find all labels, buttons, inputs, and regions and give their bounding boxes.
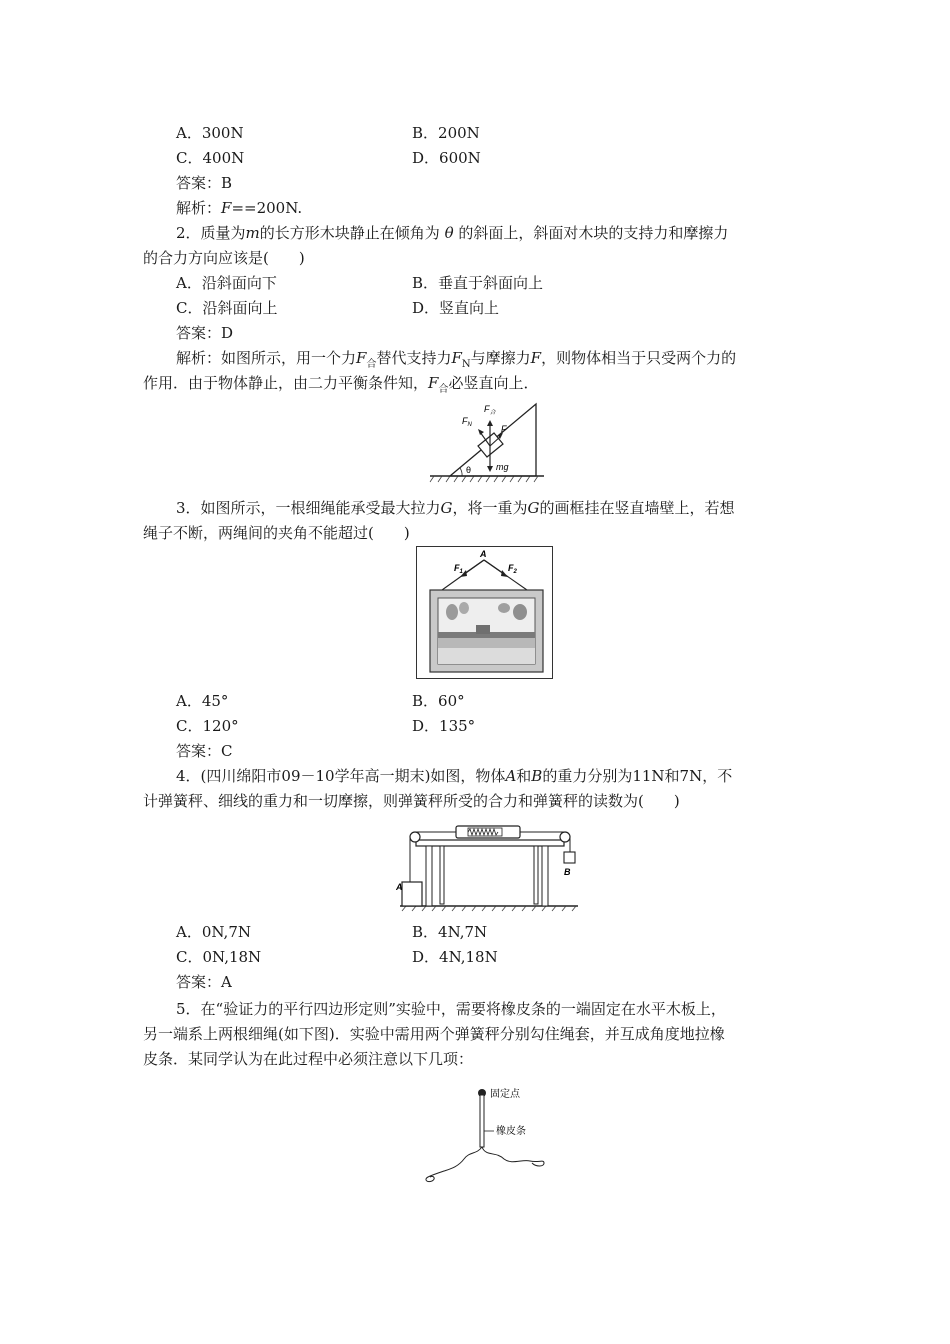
fhe-arrowhead xyxy=(487,420,493,426)
label-a: A xyxy=(480,549,487,559)
q5-line1: 5．在“验证力的平行四边形定则”实验中，需要将橡皮条的一端固定在水平木板上， xyxy=(176,1000,726,1018)
fn-arrowhead xyxy=(478,429,484,435)
q1-analysis: 解析：F==200N. xyxy=(176,199,303,217)
string-loop-right xyxy=(482,1147,544,1166)
label-rubber-band: 橡皮条 xyxy=(496,1126,526,1137)
pulley-left xyxy=(410,832,420,842)
label-f: F xyxy=(501,424,507,434)
label-block-a: A xyxy=(396,882,403,892)
label-fhe: $F_合$ xyxy=(484,404,496,416)
q3-option-c: C．120° xyxy=(176,717,239,735)
q2-option-c: C．沿斜面向上 xyxy=(176,299,278,317)
q2-analysis-line2: 作用．由于物体静止，由二力平衡条件知，$F_合$必竖直向上． xyxy=(143,374,539,395)
q4-option-b: B．4N,7N xyxy=(412,923,488,941)
q3-stem-line2: 绳子不断，两绳间的夹角不能超过( ) xyxy=(143,524,410,542)
q3-answer: 答案：C xyxy=(176,742,233,760)
label-f1: $F_1$ xyxy=(454,563,463,575)
rubber-band-figure xyxy=(420,1085,550,1191)
q4-option-d: D．4N,18N xyxy=(412,948,498,966)
q3-option-b: B．60° xyxy=(412,692,465,710)
q4-stem-line1: 4．(四川绵阳市09－10学年高一期末)如图，物体A和B的重力分别为11N和7N，不 xyxy=(176,767,733,785)
table-leg-left xyxy=(426,846,432,906)
q2-stem-line2: 的合力方向应该是( ) xyxy=(143,249,305,267)
block-b xyxy=(564,852,575,863)
q5-line2: 另一端系上两根细绳(如下图)．实验中需用两个弹簧秤分别勾住绳套，并互成角度地拉橡 xyxy=(143,1025,725,1043)
table-leg-left-back xyxy=(440,846,444,904)
block-a xyxy=(402,882,422,906)
label-theta: θ xyxy=(466,465,472,475)
q3-option-d: D．135° xyxy=(412,717,476,735)
label-fn: $F_N$ xyxy=(462,416,472,428)
label-f2: $F_2$ xyxy=(508,563,517,575)
q3-stem-line1: 3．如图所示，一根细绳能承受最大拉力G，将一重为G的画框挂在竖直墙壁上，若想 xyxy=(176,499,735,517)
table-top xyxy=(416,840,564,846)
table-leg-right xyxy=(542,846,548,906)
q4-option-a: A．0N,7N xyxy=(176,923,251,941)
q3-option-a: A．45° xyxy=(176,692,229,710)
q2-stem-line1: 2．质量为m的长方形木块静止在倾角为 θ 的斜面上，斜面对木块的支持力和摩擦力 xyxy=(176,224,729,242)
picture-frame-figure xyxy=(416,546,553,679)
table-leg-right-back xyxy=(534,846,538,904)
q4-answer: 答案：A xyxy=(176,973,232,991)
label-mg: mg xyxy=(496,462,509,472)
label-block-b: B xyxy=(564,867,571,877)
rubber-band xyxy=(480,1095,484,1147)
q1-option-d: D．600N xyxy=(412,149,481,167)
pulley-right xyxy=(560,832,570,842)
string-loop-left xyxy=(426,1147,482,1182)
angle-arc xyxy=(460,468,462,476)
q1-option-a: A．300N xyxy=(176,124,244,142)
q1-option-b: B．200N xyxy=(412,124,480,142)
q2-answer: 答案：D xyxy=(176,324,234,342)
q2-option-a: A．沿斜面向下 xyxy=(176,274,277,292)
q4-stem-line2: 计弹簧秤、细线的重力和一切摩擦，则弹簧秤所受的合力和弹簧秤的读数为( ) xyxy=(143,792,680,810)
mg-arrowhead xyxy=(487,466,493,472)
q2-option-d: D．竖直向上 xyxy=(412,299,500,317)
q2-analysis-line1: 解析：如图所示，用一个力$F_合$替代支持力$F_N$与摩擦力F，则物体相当于只受两个力的 xyxy=(176,349,737,370)
label-fixed-point: 固定点 xyxy=(490,1089,520,1100)
q2-option-b: B．垂直于斜面向上 xyxy=(412,274,544,292)
q1-option-c: C．400N xyxy=(176,149,245,167)
ground-hatching xyxy=(430,476,538,482)
q4-option-c: C．0N,18N xyxy=(176,948,262,966)
incline-figure xyxy=(428,398,546,484)
q1-answer: 答案：B xyxy=(176,174,233,192)
q5-line3: 皮条．某同学认为在此过程中必须注意以下几项： xyxy=(143,1050,474,1068)
spring-scale-figure xyxy=(396,820,582,912)
